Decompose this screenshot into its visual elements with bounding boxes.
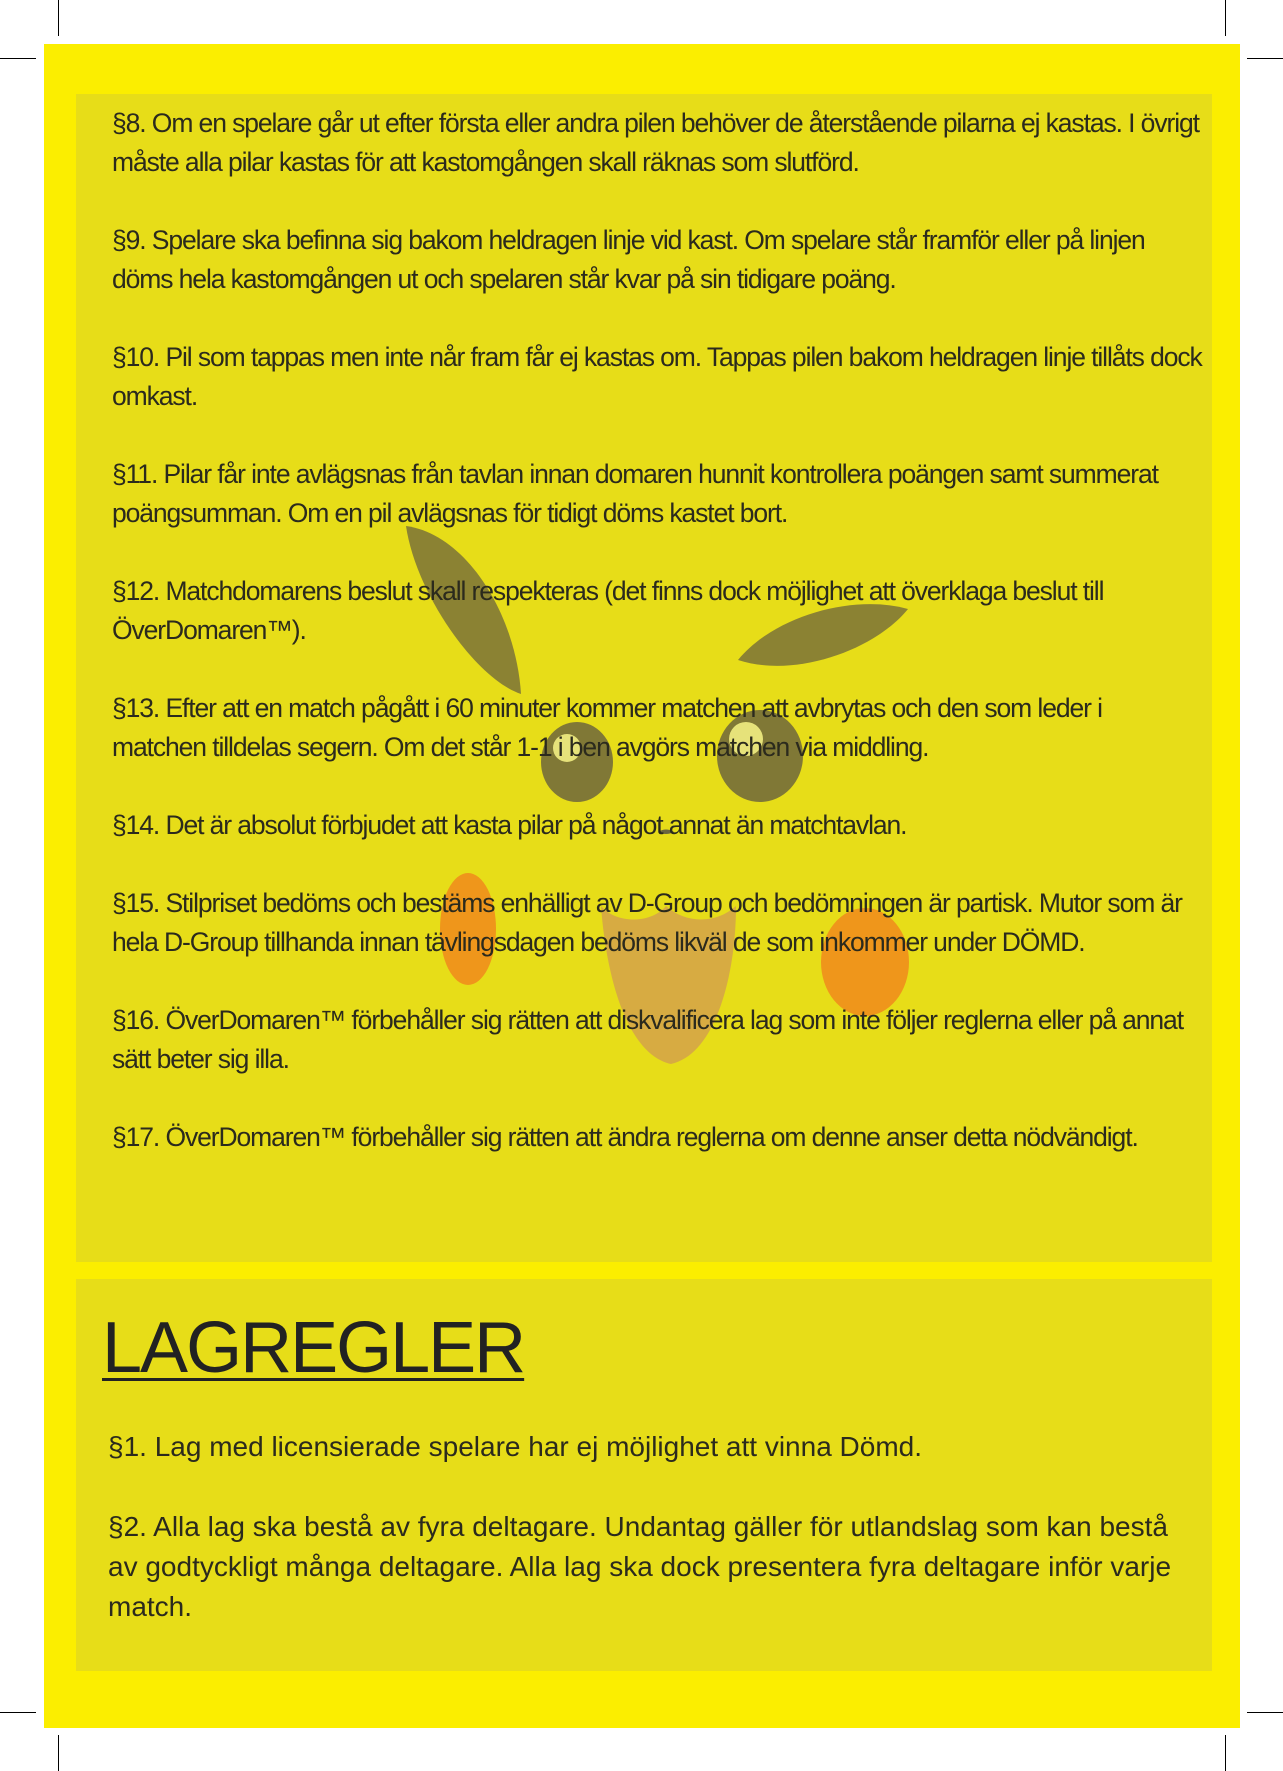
rule-12: §12. Matchdomarens beslut skall respekteras (det finns dock möjlighet att överklaga beslut till ÖverDomaren™). (112, 576, 1104, 645)
rule-13: §13. Efter att en match pågått i 60 minuter kommer matchen att avbrytas och den som leder i matchen tilldelas segern. Om det står 1-1 i ben avgörs matchen via middling. (112, 693, 1102, 762)
rule-15: §15. Stilpriset bedöms och bestäms enhälligt av D-Group och bedömningen är partisk. Mutor som är hela D-Group tillhanda innan tävlingsdagen bedöms likväl de som inkommer under DÖMD. (112, 888, 1182, 957)
team-rules-list (108, 1427, 1198, 1667)
crop-mark-top-left-horizontal (0, 58, 36, 59)
rule-9: §9. Spelare ska befinna sig bakom heldragen linje vid kast. Om spelare står framför eller på linjen döms hela kastomgången ut och spelaren står kvar på sin tidigare poäng. (112, 225, 1145, 294)
rules-panel (76, 94, 1212, 1262)
team-rules-panel (76, 1279, 1212, 1671)
crop-mark-top-right-horizontal (1247, 58, 1283, 59)
rule-8: §8. Om en spelare går ut efter första eller andra pilen behöver de återstående pilarna ej kastas. I övrigt måste alla pilar kastas för att kastomgången skall räknas som slutförd. (112, 108, 1199, 177)
rules-list (112, 104, 1202, 1196)
team-rule-2: §2. Alla lag ska bestå av fyra deltagare. Undantag gäller för utlandslag som kan bestå av godtyckligt många deltagare. Alla lag ska dock presentera fyra deltagare inför varje match. (108, 1511, 1172, 1622)
team-rule-1: §1. Lag med licensierade spelare har ej möjlighet att vinna Dömd. (108, 1431, 923, 1462)
rule-10: §10. Pil som tappas men inte når fram får ej kastas om. Tappas pilen bakom heldragen linje tillåts dock omkast. (112, 342, 1202, 411)
crop-mark-top-right-vertical (1225, 0, 1226, 36)
rule-11: §11. Pilar får inte avlägsnas från tavlan innan domaren hunnit kontrollera poängen samt summerat poängsumman. Om en pil avlägsnas för tidigt döms kastet bort. (112, 459, 1158, 528)
crop-mark-top-left-vertical (58, 0, 59, 36)
crop-mark-bottom-left-vertical (58, 1735, 59, 1771)
crop-mark-bottom-left-horizontal (0, 1712, 36, 1713)
rule-17: §17. ÖverDomaren™ förbehåller sig rätten att ändra reglerna om denne anser detta nödvändigt. (112, 1122, 1138, 1152)
team-rules-heading: LAGREGLER (102, 1308, 525, 1388)
crop-mark-bottom-right-horizontal (1247, 1712, 1283, 1713)
rules-page (44, 44, 1240, 1728)
rule-14: §14. Det är absolut förbjudet att kasta pilar på något annat än matchtavlan. (112, 810, 907, 840)
crop-mark-bottom-right-vertical (1225, 1735, 1226, 1771)
rule-16: §16. ÖverDomaren™ förbehåller sig rätten att diskvalificera lag som inte följer reglerna eller på annat sätt beter sig illa. (112, 1005, 1183, 1074)
